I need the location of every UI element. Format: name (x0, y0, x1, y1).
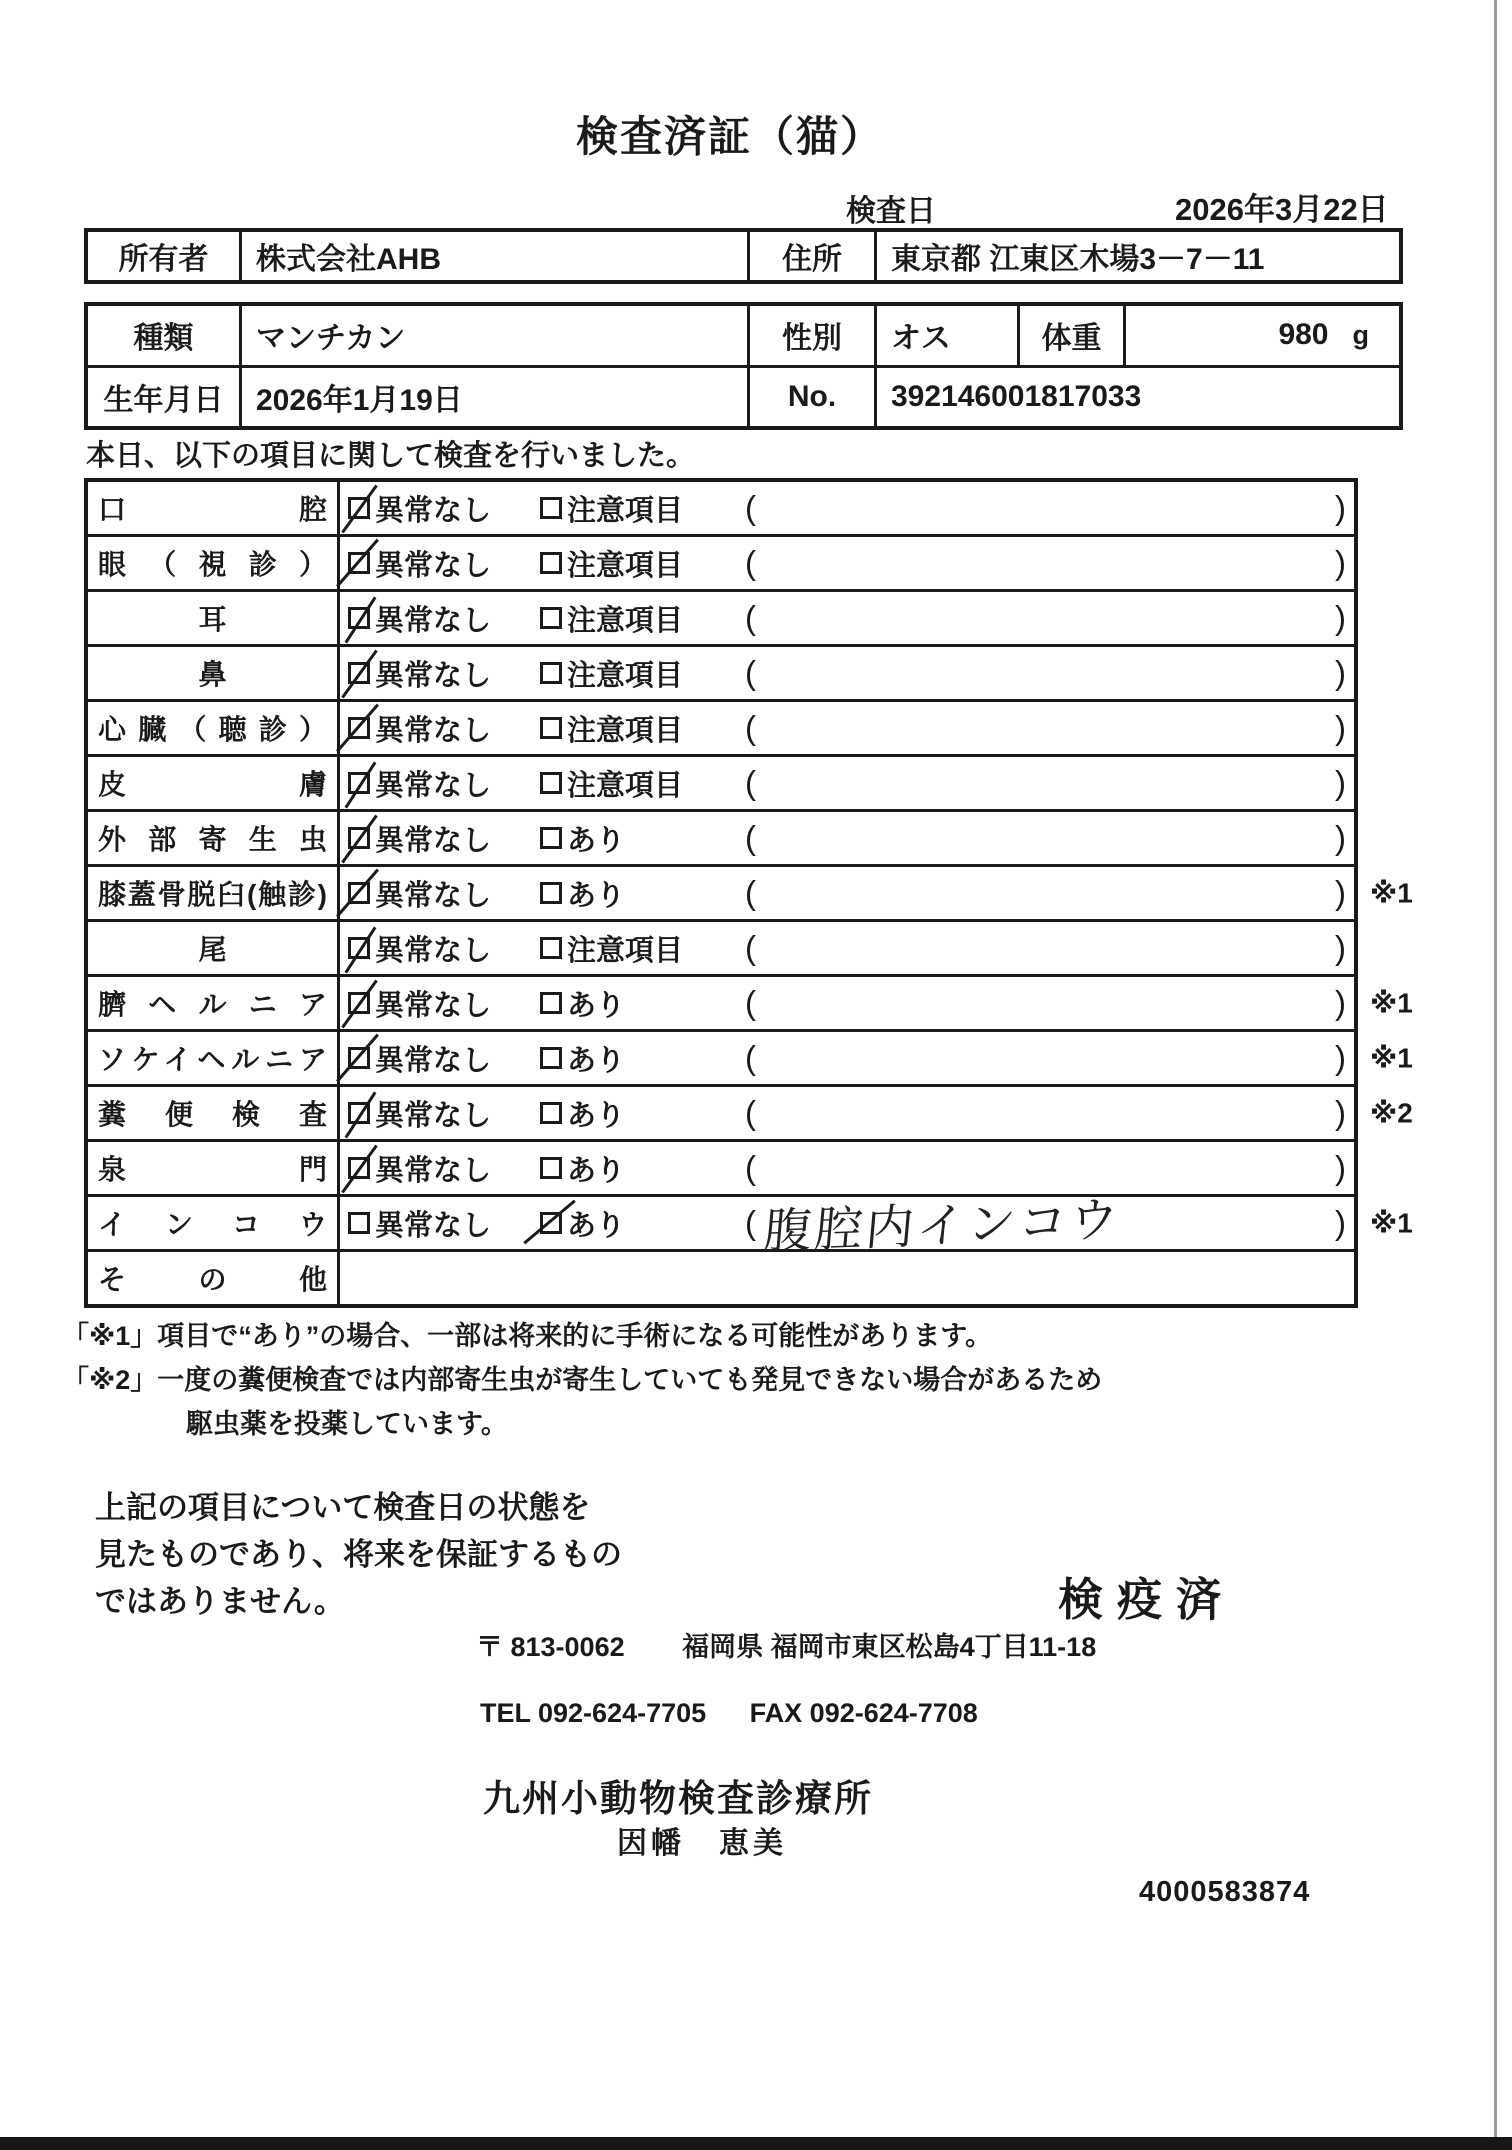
registration-no-value: 392146001817033 (891, 379, 1142, 413)
checklist-item-options (340, 1193, 1354, 1260)
paren-open: ( (745, 1094, 756, 1131)
handwritten-check-icon (336, 869, 379, 918)
paren-close: ) (1335, 544, 1346, 581)
clinic-tel-line (480, 1698, 978, 1729)
paren-close: ) (1335, 819, 1346, 856)
finding-option (540, 977, 625, 1029)
paren-close: ) (1335, 654, 1346, 691)
paren-close: ) (1335, 709, 1346, 746)
no-abnormality-label: 異常なし (375, 1209, 492, 1242)
no-abnormality-option (348, 482, 491, 534)
footnote-mark: ※1 (1370, 877, 1413, 909)
footnote-2: 「※2」一度の糞便検査では内部寄生虫が寄生していても発見できない場合があるため (62, 1365, 1103, 1395)
finding-option (540, 1197, 625, 1249)
paren-open: ( (745, 544, 756, 581)
no-abnormality-label: 異常なし (375, 989, 492, 1022)
paren-open: ( (745, 819, 756, 856)
registration-no-label: No. (750, 368, 877, 427)
checklist-item-options (340, 592, 1354, 644)
checklist-item-label: 口腔 (98, 494, 327, 525)
no-abnormality-label: 異常なし (375, 824, 492, 857)
paren-close: ) (1335, 929, 1346, 966)
no-abnormality-checkbox (348, 607, 370, 629)
checklist-row (88, 1193, 1413, 1260)
paren-open: ( (745, 489, 756, 526)
owner-value: 株式会社AHB (242, 232, 750, 280)
no-abnormality-checkbox (348, 772, 370, 794)
no-abnormality-option (348, 537, 491, 589)
checklist-item-name-cell (88, 1087, 340, 1139)
handwritten-check-icon (336, 1034, 379, 1083)
checklist-item-name-cell (88, 922, 340, 974)
finding-option (540, 592, 683, 644)
checklist-item-label: 心臓（聴診） (98, 714, 327, 745)
paren-open: ( (745, 1204, 756, 1241)
no-abnormality-checkbox (348, 882, 370, 904)
checklist-row (88, 1142, 1354, 1197)
handwritten-check-icon (341, 485, 378, 534)
checklist-item-name-cell (88, 482, 340, 534)
paren-open: ( (745, 599, 756, 636)
checklist-row (88, 647, 1354, 702)
footnote-mark: ※1 (1370, 1207, 1413, 1239)
handwritten-check-icon (345, 762, 377, 809)
address-value: 東京都 江東区木場3－7－11 (891, 243, 1265, 276)
checklist-item-options (340, 757, 1354, 809)
checklist-item-options (340, 537, 1354, 589)
address-label: 住所 (750, 232, 877, 280)
owner-label: 所有者 (88, 232, 242, 280)
checklist-item-options (340, 977, 1354, 1029)
no-abnormality-option (348, 757, 491, 809)
checklist-item-label: ソケイヘルニア (98, 1044, 327, 1075)
handwritten-check-icon (345, 1092, 377, 1139)
finding-label: 注意項目 (567, 604, 684, 637)
finding-checkbox (540, 662, 562, 684)
checklist-item-label: 尾 (198, 934, 227, 965)
checklist-row (88, 867, 1413, 922)
checklist-item-label: 膝蓋骨脱臼(触診) (98, 879, 327, 910)
no-abnormality-option (348, 867, 491, 919)
footnotes (62, 1314, 1102, 1446)
weight-value (1126, 306, 1399, 365)
paren-open: ( (745, 709, 756, 746)
checklist-row (88, 592, 1354, 647)
no-abnormality-option (348, 1032, 491, 1084)
finding-option (540, 757, 683, 809)
disclaimer-line-1: 上記の項目について検査日の状態を (95, 1490, 591, 1525)
paren-open: ( (745, 1149, 756, 1186)
checklist-item-label: 眼（視診） (98, 549, 327, 580)
exam-date-label: 検査日 (846, 195, 936, 228)
finding-label: 注意項目 (567, 714, 684, 747)
finding-checkbox (540, 552, 562, 574)
finding-checkbox (540, 772, 562, 794)
no-abnormality-checkbox (348, 1212, 370, 1234)
checklist-item-label: 鼻 (198, 659, 227, 690)
paren-close: ) (1335, 489, 1346, 526)
weight-unit: g (1352, 319, 1369, 350)
no-abnormality-label: 異常なし (375, 769, 492, 802)
paren-open: ( (745, 764, 756, 801)
finding-checkbox (540, 1212, 562, 1234)
checklist-item-label: 皮膚 (98, 769, 327, 800)
paren-close: ) (1335, 1204, 1346, 1241)
paren-close: ) (1335, 1094, 1346, 1131)
finding-checkbox (540, 1102, 562, 1124)
checklist-item-name-cell (88, 977, 340, 1029)
no-abnormality-checkbox (348, 552, 370, 574)
finding-label: 注意項目 (567, 494, 684, 527)
breed-value: マンチカン (242, 306, 750, 365)
no-abnormality-checkbox (348, 662, 370, 684)
finding-checkbox (540, 992, 562, 1014)
checklist-row (88, 537, 1354, 592)
weight-label: 体重 (1020, 306, 1126, 365)
checklist-item-label: 外部寄生虫 (98, 824, 327, 855)
finding-checkbox (540, 497, 562, 519)
checklist-item-options (340, 812, 1354, 864)
checklist-item-options (340, 867, 1354, 919)
no-abnormality-option (348, 702, 491, 754)
no-abnormality-checkbox (348, 497, 370, 519)
handwritten-check-icon (341, 650, 378, 699)
handwritten-check-icon (341, 1145, 378, 1194)
checklist-item-options (340, 1252, 1354, 1304)
checklist-item-options (340, 1032, 1354, 1084)
no-abnormality-checkbox (348, 827, 370, 849)
scan-bottom-artifact (0, 2137, 1512, 2150)
finding-option (540, 647, 683, 699)
disclaimer (95, 1484, 622, 1625)
finding-label: あり (567, 989, 626, 1022)
finding-label: あり (567, 1044, 626, 1077)
finding-checkbox (540, 1047, 562, 1069)
checklist-row (88, 482, 1354, 537)
finding-checkbox (540, 882, 562, 904)
footnote-mark: ※1 (1370, 987, 1413, 1019)
checklist-item-options (340, 702, 1354, 754)
finding-option (540, 1142, 625, 1194)
no-abnormality-checkbox (348, 937, 370, 959)
finding-checkbox (540, 827, 562, 849)
finding-label: あり (567, 1209, 626, 1242)
footnote-3: 駆虫薬を投薬しています。 (186, 1409, 508, 1439)
finding-option (540, 1087, 625, 1139)
exam-date-value: 2026年3月22日 (1175, 192, 1389, 227)
clinic-address: 福岡県 福岡市東区松島4丁目11-18 (682, 1632, 1097, 1662)
paren-close: ) (1335, 1039, 1346, 1076)
checklist-item-name-cell (88, 867, 340, 919)
checklist-item-name-cell (88, 702, 340, 754)
paren-open: ( (745, 874, 756, 911)
no-abnormality-label: 異常なし (375, 659, 492, 692)
checklist-item-label: その他 (98, 1264, 327, 1295)
checklist-item-name-cell (88, 647, 340, 699)
no-abnormality-option (348, 592, 491, 644)
finding-checkbox (540, 607, 562, 629)
paren-open: ( (745, 654, 756, 691)
finding-option (540, 867, 625, 919)
paren-close: ) (1335, 984, 1346, 1021)
sex-label: 性別 (750, 306, 877, 365)
no-abnormality-label: 異常なし (375, 934, 492, 967)
finding-checkbox (540, 717, 562, 739)
checklist-table (84, 478, 1413, 1308)
no-abnormality-label: 異常なし (375, 1099, 492, 1132)
no-abnormality-checkbox (348, 992, 370, 1014)
birthdate-value: 2026年1月19日 (242, 368, 750, 427)
finding-option (540, 702, 683, 754)
no-abnormality-label: 異常なし (375, 494, 492, 527)
footnote-mark: ※1 (1370, 1042, 1413, 1074)
finding-option (540, 812, 625, 864)
finding-option (540, 1032, 625, 1084)
clinic-name: 九州小動物検査診療所 (483, 1778, 873, 1819)
checklist-row (88, 757, 1354, 812)
finding-checkbox (540, 937, 562, 959)
finding-label: あり (567, 1154, 626, 1187)
handwritten-note: 腹腔内インコウ (761, 1193, 1123, 1260)
checklist-item-name-cell (88, 537, 340, 589)
checklist-item-options (340, 922, 1354, 974)
handwritten-check-icon (336, 704, 379, 753)
disclaimer-line-2: 見たものであり、将来を保証するもの (95, 1537, 622, 1572)
checklist-item-name-cell (88, 812, 340, 864)
checklist-item-label: 臍ヘルニア (98, 989, 327, 1020)
checklist-item-label: 泉門 (98, 1154, 327, 1185)
no-abnormality-checkbox (348, 1102, 370, 1124)
scan-edge-artifact (1494, 0, 1497, 2137)
checklist-item-options (340, 1142, 1354, 1194)
checklist-item-options (340, 1087, 1354, 1139)
paren-close: ) (1335, 1149, 1346, 1186)
finding-label: 注意項目 (567, 769, 684, 802)
animal-table-row-1 (88, 306, 1399, 368)
checklist-row (88, 1087, 1413, 1142)
no-abnormality-option (348, 1197, 491, 1249)
checklist-item-name-cell (88, 757, 340, 809)
no-abnormality-label: 異常なし (375, 549, 492, 582)
paren-open: ( (745, 984, 756, 1021)
paren-close: ) (1335, 874, 1346, 911)
finding-label: 注意項目 (567, 659, 684, 692)
no-abnormality-option (348, 977, 491, 1029)
paren-close: ) (1335, 599, 1346, 636)
weight-number: 980 (1278, 318, 1329, 352)
checklist-item-name-cell (88, 592, 340, 644)
intro-text: 本日、以下の項目に関して検査を行いました。 (86, 440, 696, 472)
handwritten-check-icon (341, 980, 378, 1029)
paren-open: ( (745, 1039, 756, 1076)
finding-label: 注意項目 (567, 549, 684, 582)
checklist-row (88, 702, 1354, 757)
no-abnormality-option (348, 1142, 491, 1194)
handwritten-check-icon (336, 539, 379, 588)
owner-table (84, 228, 1403, 284)
checklist-row (88, 1032, 1413, 1087)
paren-close: ) (1335, 764, 1346, 801)
no-abnormality-label: 異常なし (375, 714, 492, 747)
sex-value: オス (877, 306, 1020, 365)
finding-label: あり (567, 879, 626, 912)
examiner-name: 因幡 恵美 (617, 1827, 787, 1860)
finding-option (540, 482, 683, 534)
disclaimer-line-3: ではありません。 (95, 1584, 345, 1619)
no-abnormality-label: 異常なし (375, 1044, 492, 1077)
no-abnormality-checkbox (348, 717, 370, 739)
clinic-address-line (476, 1625, 1096, 1664)
checklist-row (88, 1252, 1354, 1304)
footnote-mark: ※2 (1370, 1097, 1413, 1129)
finding-checkbox (540, 1157, 562, 1179)
finding-option (540, 537, 683, 589)
no-abnormality-checkbox (348, 1157, 370, 1179)
no-abnormality-option (348, 1087, 491, 1139)
no-abnormality-label: 異常なし (375, 604, 492, 637)
document-number: 4000583874 (1139, 1876, 1311, 1908)
checklist-item-name-cell (88, 1197, 340, 1249)
finding-label: 注意項目 (567, 934, 684, 967)
checklist-item-label: 耳 (198, 604, 227, 635)
handwritten-check-icon (345, 597, 377, 644)
checklist-item-name-cell (88, 1252, 340, 1304)
quarantine-passed-stamp: 検疫済 (1058, 1574, 1236, 1625)
checklist-item-label: 糞便検査 (98, 1099, 327, 1130)
no-abnormality-checkbox (348, 1047, 370, 1069)
clinic-postal-code: 〒 813-0062 (476, 1632, 625, 1662)
finding-option (540, 922, 683, 974)
checklist-item-options (340, 647, 1354, 699)
clinic-fax: FAX 092-624-7708 (749, 1698, 978, 1728)
finding-label: あり (567, 1099, 626, 1132)
checklist-item-label: インコウ (98, 1209, 327, 1240)
animal-table-row-2 (88, 368, 1399, 427)
no-abnormality-option (348, 812, 491, 864)
clinic-tel: TEL 092-624-7705 (480, 1698, 707, 1728)
no-abnormality-label: 異常なし (375, 879, 492, 912)
animal-table (84, 302, 1403, 430)
checklist-row (88, 922, 1354, 977)
checklist-item-options (340, 482, 1354, 534)
page-title: 検査済証（猫） (575, 113, 884, 160)
checklist-item-name-cell (88, 1032, 340, 1084)
birthdate-label: 生年月日 (88, 368, 242, 427)
checklist-item-name-cell (88, 1142, 340, 1194)
handwritten-check-icon (341, 815, 378, 864)
breed-label: 種類 (88, 306, 242, 365)
no-abnormality-label: 異常なし (375, 1154, 492, 1187)
finding-label: あり (567, 824, 626, 857)
no-abnormality-option (348, 647, 491, 699)
footnote-1: 「※1」項目で“あり”の場合、一部は将来的に手術になる可能性があります。 (62, 1321, 993, 1351)
checklist-row (88, 977, 1413, 1032)
paren-open: ( (745, 929, 756, 966)
handwritten-check-icon (345, 927, 377, 974)
checklist-row (88, 812, 1354, 867)
no-abnormality-option (348, 922, 491, 974)
